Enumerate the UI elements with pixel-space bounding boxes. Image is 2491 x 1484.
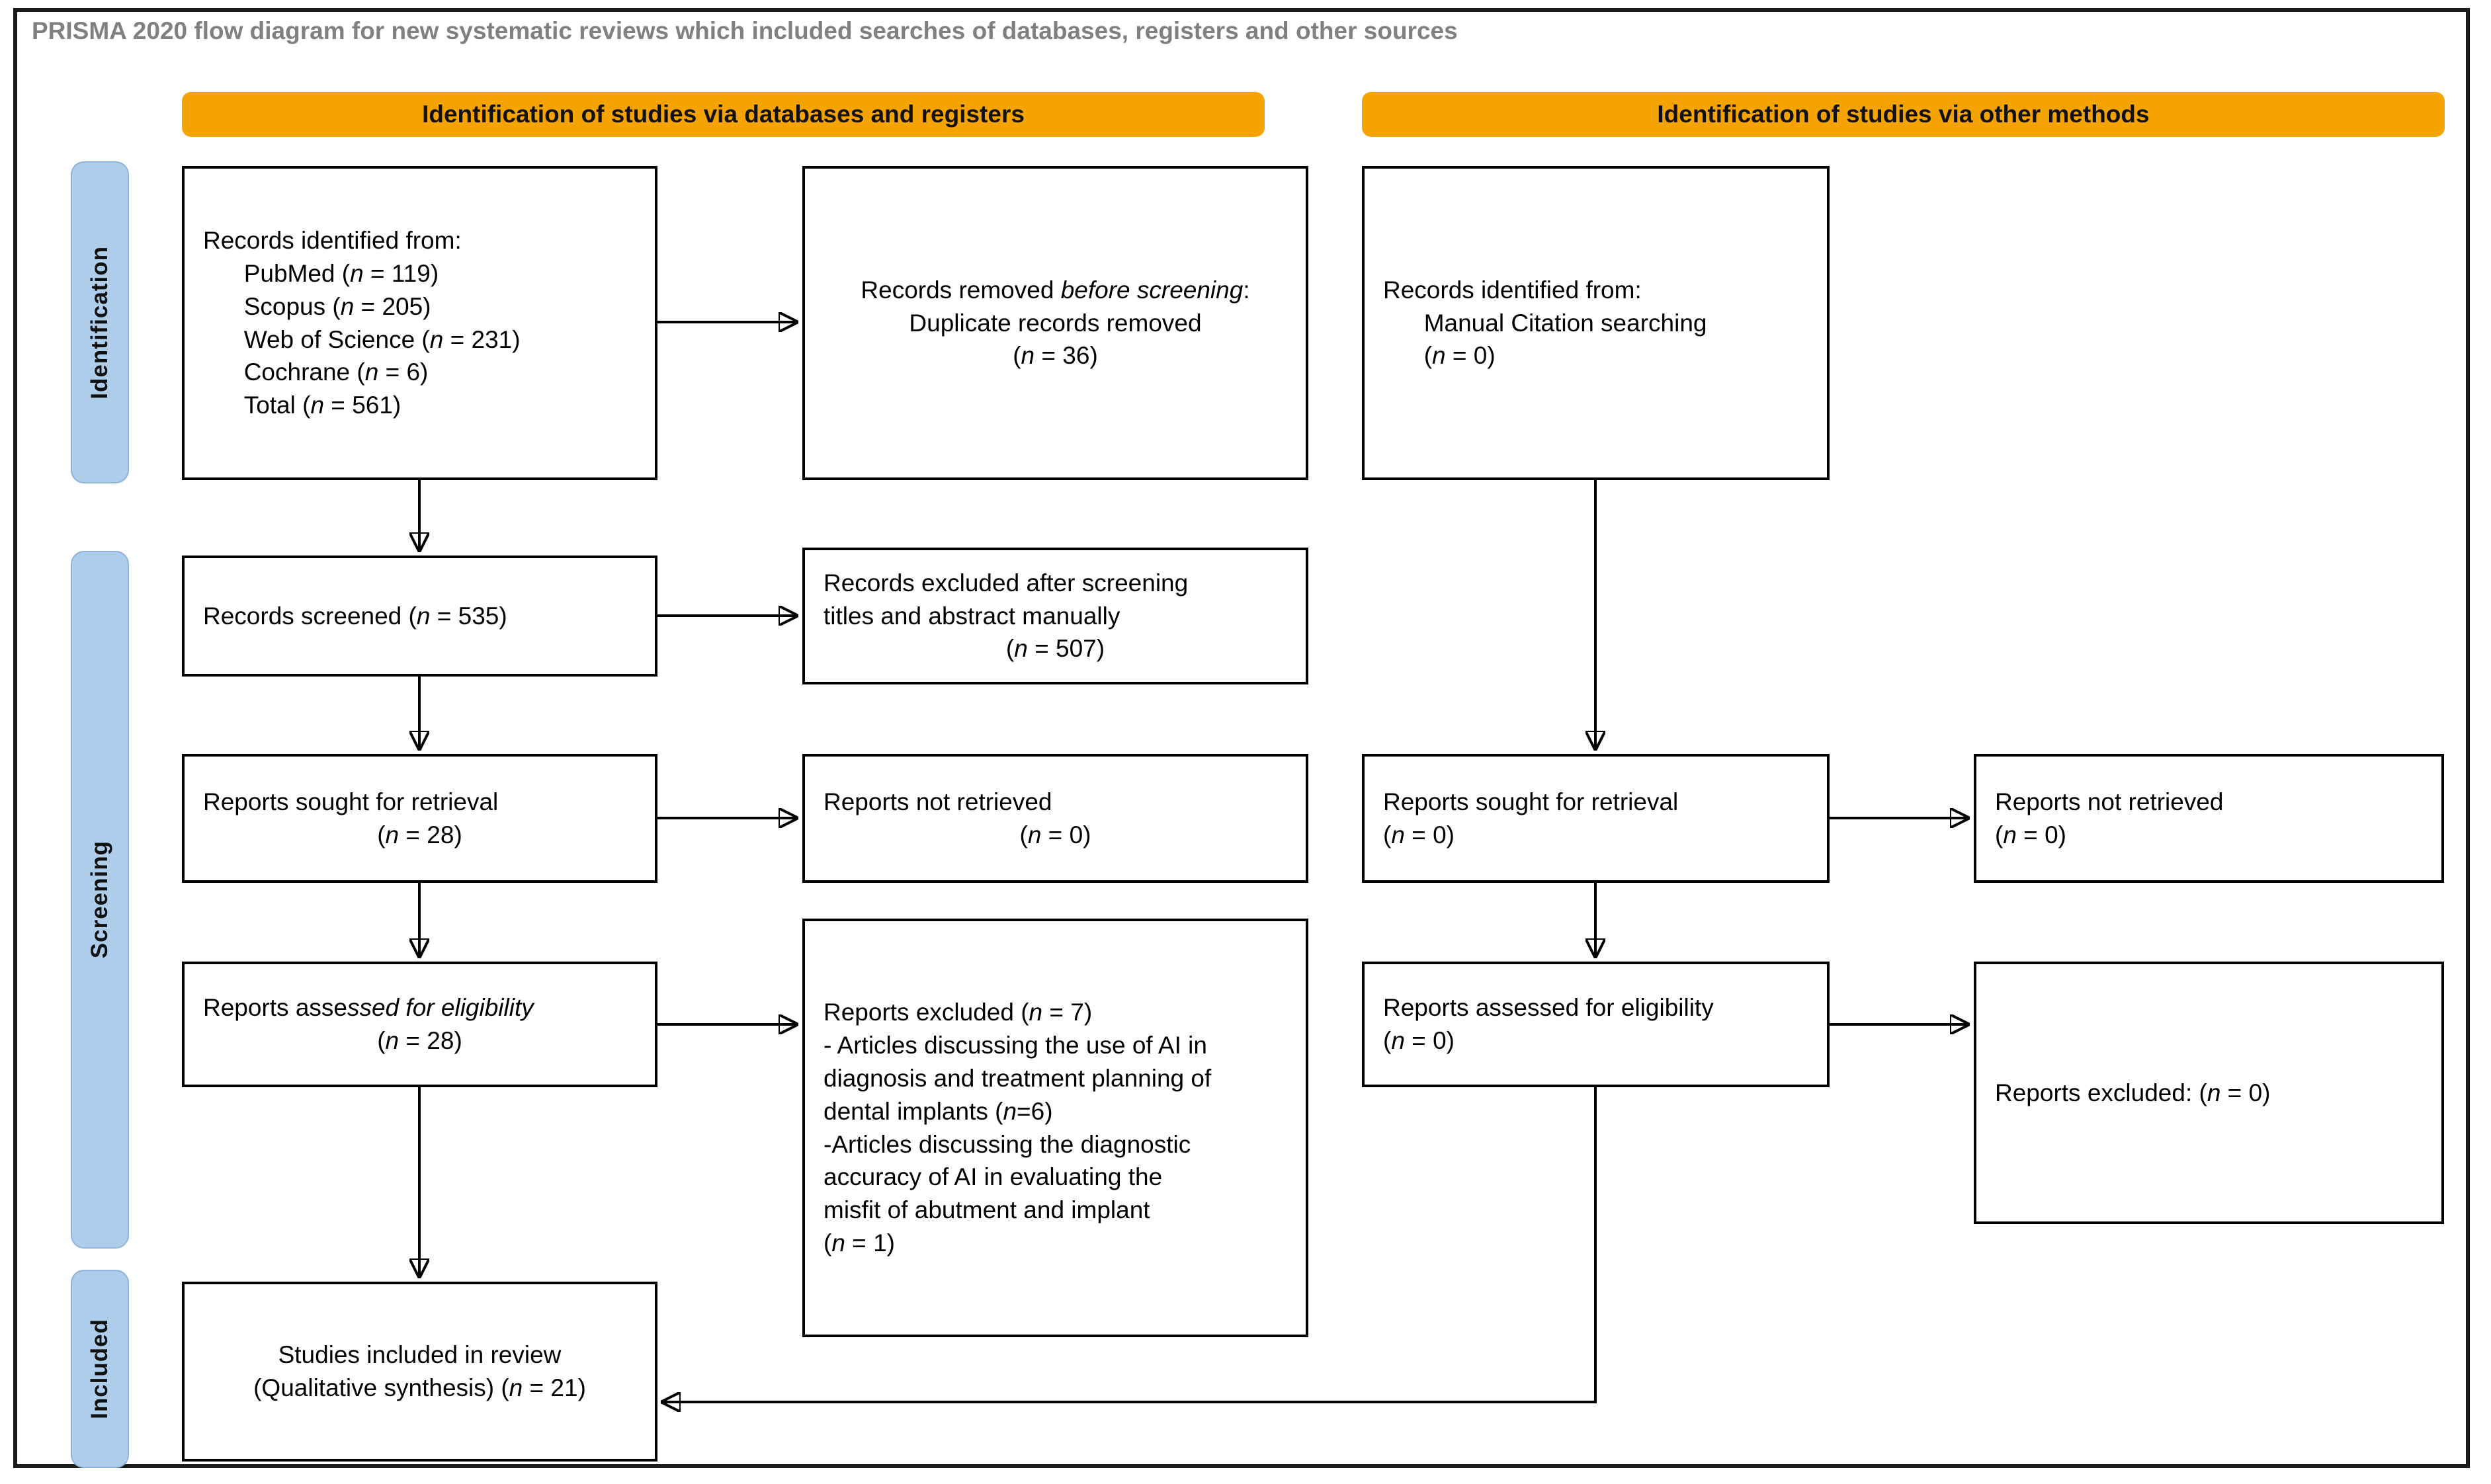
box-records-removed-before-screening: Records removed before screening: Duplicate records removed (n = 36): [802, 166, 1308, 480]
box-reports-sought-retrieval-other: Reports sought for retrieval (n = 0): [1362, 754, 1830, 883]
stage-identification-label: Identification: [87, 245, 112, 399]
box-records-identified-other-methods: Records identified from: Manual Citation searching (n = 0): [1362, 166, 1830, 480]
box-records-screened: Records screened (n = 535): [182, 556, 657, 677]
box-studies-included: Studies included in review (Qualitative synthesis) (n = 21): [182, 1282, 657, 1462]
box-reports-sought-retrieval-databases: Reports sought for retrieval (n = 28): [182, 754, 657, 883]
banner-other-methods: [1362, 92, 2445, 137]
diagram-title: PRISMA 2020 flow diagram for new systematic reviews which included searches of databases, registers and other sources: [32, 17, 1458, 44]
stage-screening: [71, 551, 129, 1249]
box-reports-assessed-eligibility-other: Reports assessed for eligibility (n = 0): [1362, 962, 1830, 1087]
stage-included-label: Included: [87, 1319, 112, 1419]
box-reports-not-retrieved-other: Reports not retrieved (n = 0): [1974, 754, 2444, 883]
box-reports-excluded-other: Reports excluded: (n = 0): [1974, 962, 2444, 1224]
stage-included: [71, 1270, 129, 1468]
stage-screening-label: Screening: [87, 841, 112, 959]
box-reports-excluded-databases: Reports excluded (n = 7) - Articles discussing the use of AI in diagnosis and treatment planning of dental implants (n=6) -Articles discussing the diagnostic accuracy of AI in evaluating the misfit of abutment and implant (n = 1): [802, 919, 1308, 1337]
box-reports-assessed-eligibility-databases: Reports assessed for eligibility (n = 28): [182, 962, 657, 1087]
box-records-excluded-screening: Records excluded after screening titles and abstract manually (n = 507): [802, 548, 1308, 684]
banner-databases-registers-label: Identification of studies via databases and registers: [422, 101, 1025, 128]
banner-other-methods-label: Identification of studies via other methods: [1657, 101, 2150, 128]
box-records-identified-databases: Records identified from: PubMed (n = 119) Scopus (n = 205) Web of Science (n = 231) Cochrane (n = 6) Total (n = 561): [182, 166, 657, 480]
banner-databases-registers: [182, 92, 1265, 137]
stage-identification: [71, 161, 129, 483]
box-reports-not-retrieved-databases: Reports not retrieved (n = 0): [802, 754, 1308, 883]
